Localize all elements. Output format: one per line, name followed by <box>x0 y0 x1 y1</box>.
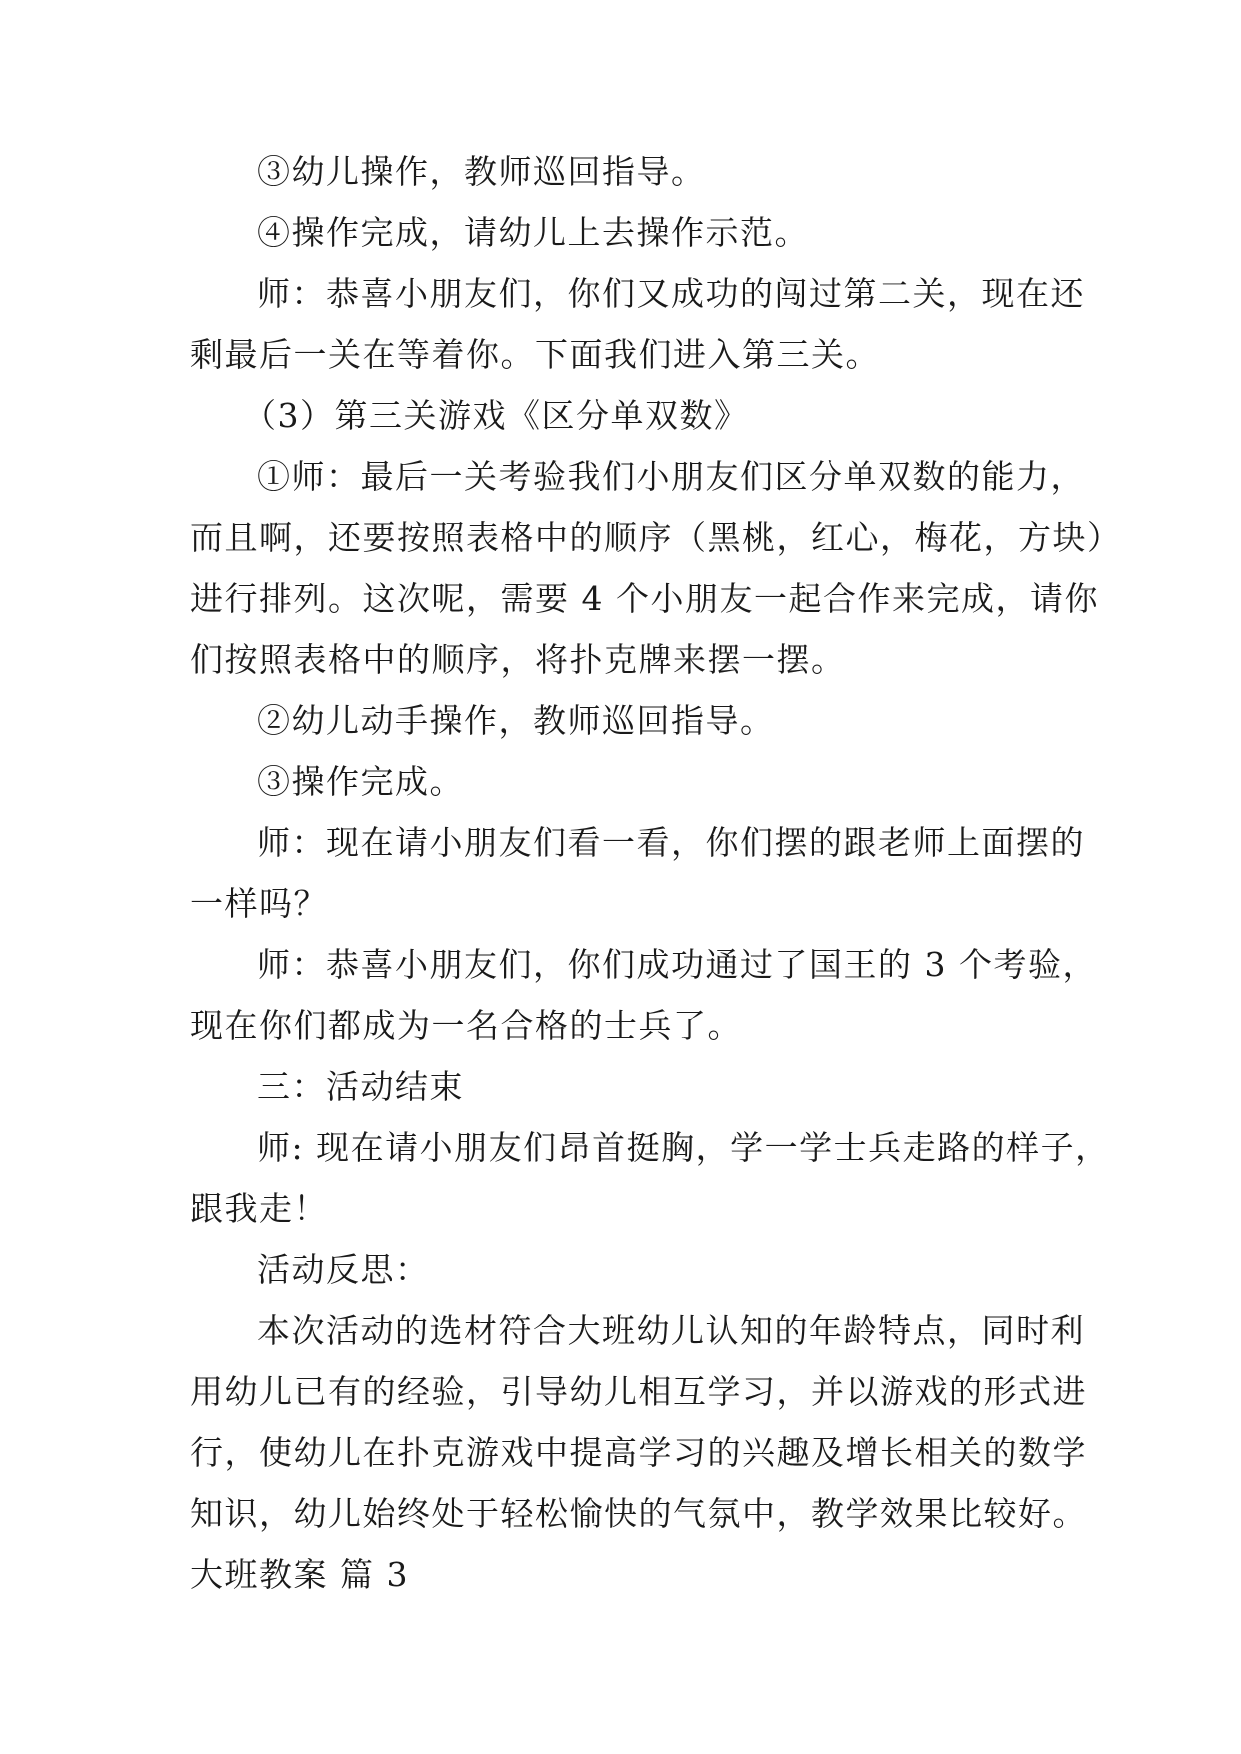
text-line: ③操作完成。 <box>257 762 464 801</box>
text-line: 一样吗？ <box>190 884 328 923</box>
text-line: 用幼儿已有的经验，引导幼儿相互学习，并以游戏的形式进 <box>190 1372 1087 1411</box>
text-line: 师: 现在请小朋友们昂首挺胸，学一学士兵走路的样子， <box>257 1128 1110 1167</box>
text-line: ④操作完成，请幼儿上去操作示范。 <box>257 213 809 252</box>
text-line: 进行排列。这次呢，需要 4 个小朋友一起合作来完成，请你 <box>190 579 1099 618</box>
text-line: ①师：最后一关考验我们小朋友们区分单双数的能力， <box>257 457 1085 496</box>
text-line: 剩最后一关在等着你。下面我们进入第三关。 <box>190 335 880 374</box>
text-line: 本次活动的选材符合大班幼儿认知的年龄特点，同时利 <box>257 1311 1085 1350</box>
text-line: ③幼儿操作，教师巡回指导。 <box>257 152 706 191</box>
text-line: 师：恭喜小朋友们，你们成功通过了国王的 3 个考验， <box>257 945 1097 984</box>
text-line: 师：恭喜小朋友们，你们又成功的闯过第二关，现在还 <box>257 274 1085 313</box>
section-heading: （3）第三关游戏《区分单双数》 <box>243 396 749 435</box>
document-subtitle: 大班教案 篇 3 <box>190 1555 409 1594</box>
text-line: ②幼儿动手操作，教师巡回指导。 <box>257 701 775 740</box>
text-line: 师：现在请小朋友们看一看，你们摆的跟老师上面摆的 <box>257 823 1085 862</box>
text-line: 跟我走！ <box>190 1189 328 1228</box>
text-line: 知识，幼儿始终处于轻松愉快的气氛中，教学效果比较好。 <box>190 1494 1087 1533</box>
text-line: 行，使幼儿在扑克游戏中提高学习的兴趣及增长相关的数学 <box>190 1433 1087 1472</box>
text-line: 而且啊，还要按照表格中的顺序（黑桃，红心，梅花，方块） <box>190 518 1122 557</box>
section-heading: 活动反思： <box>257 1250 430 1289</box>
text-line: 们按照表格中的顺序，将扑克牌来摆一摆。 <box>190 640 846 679</box>
text-line: 现在你们都成为一名合格的士兵了。 <box>190 1006 742 1045</box>
section-heading: 三：活动结束 <box>257 1067 464 1106</box>
